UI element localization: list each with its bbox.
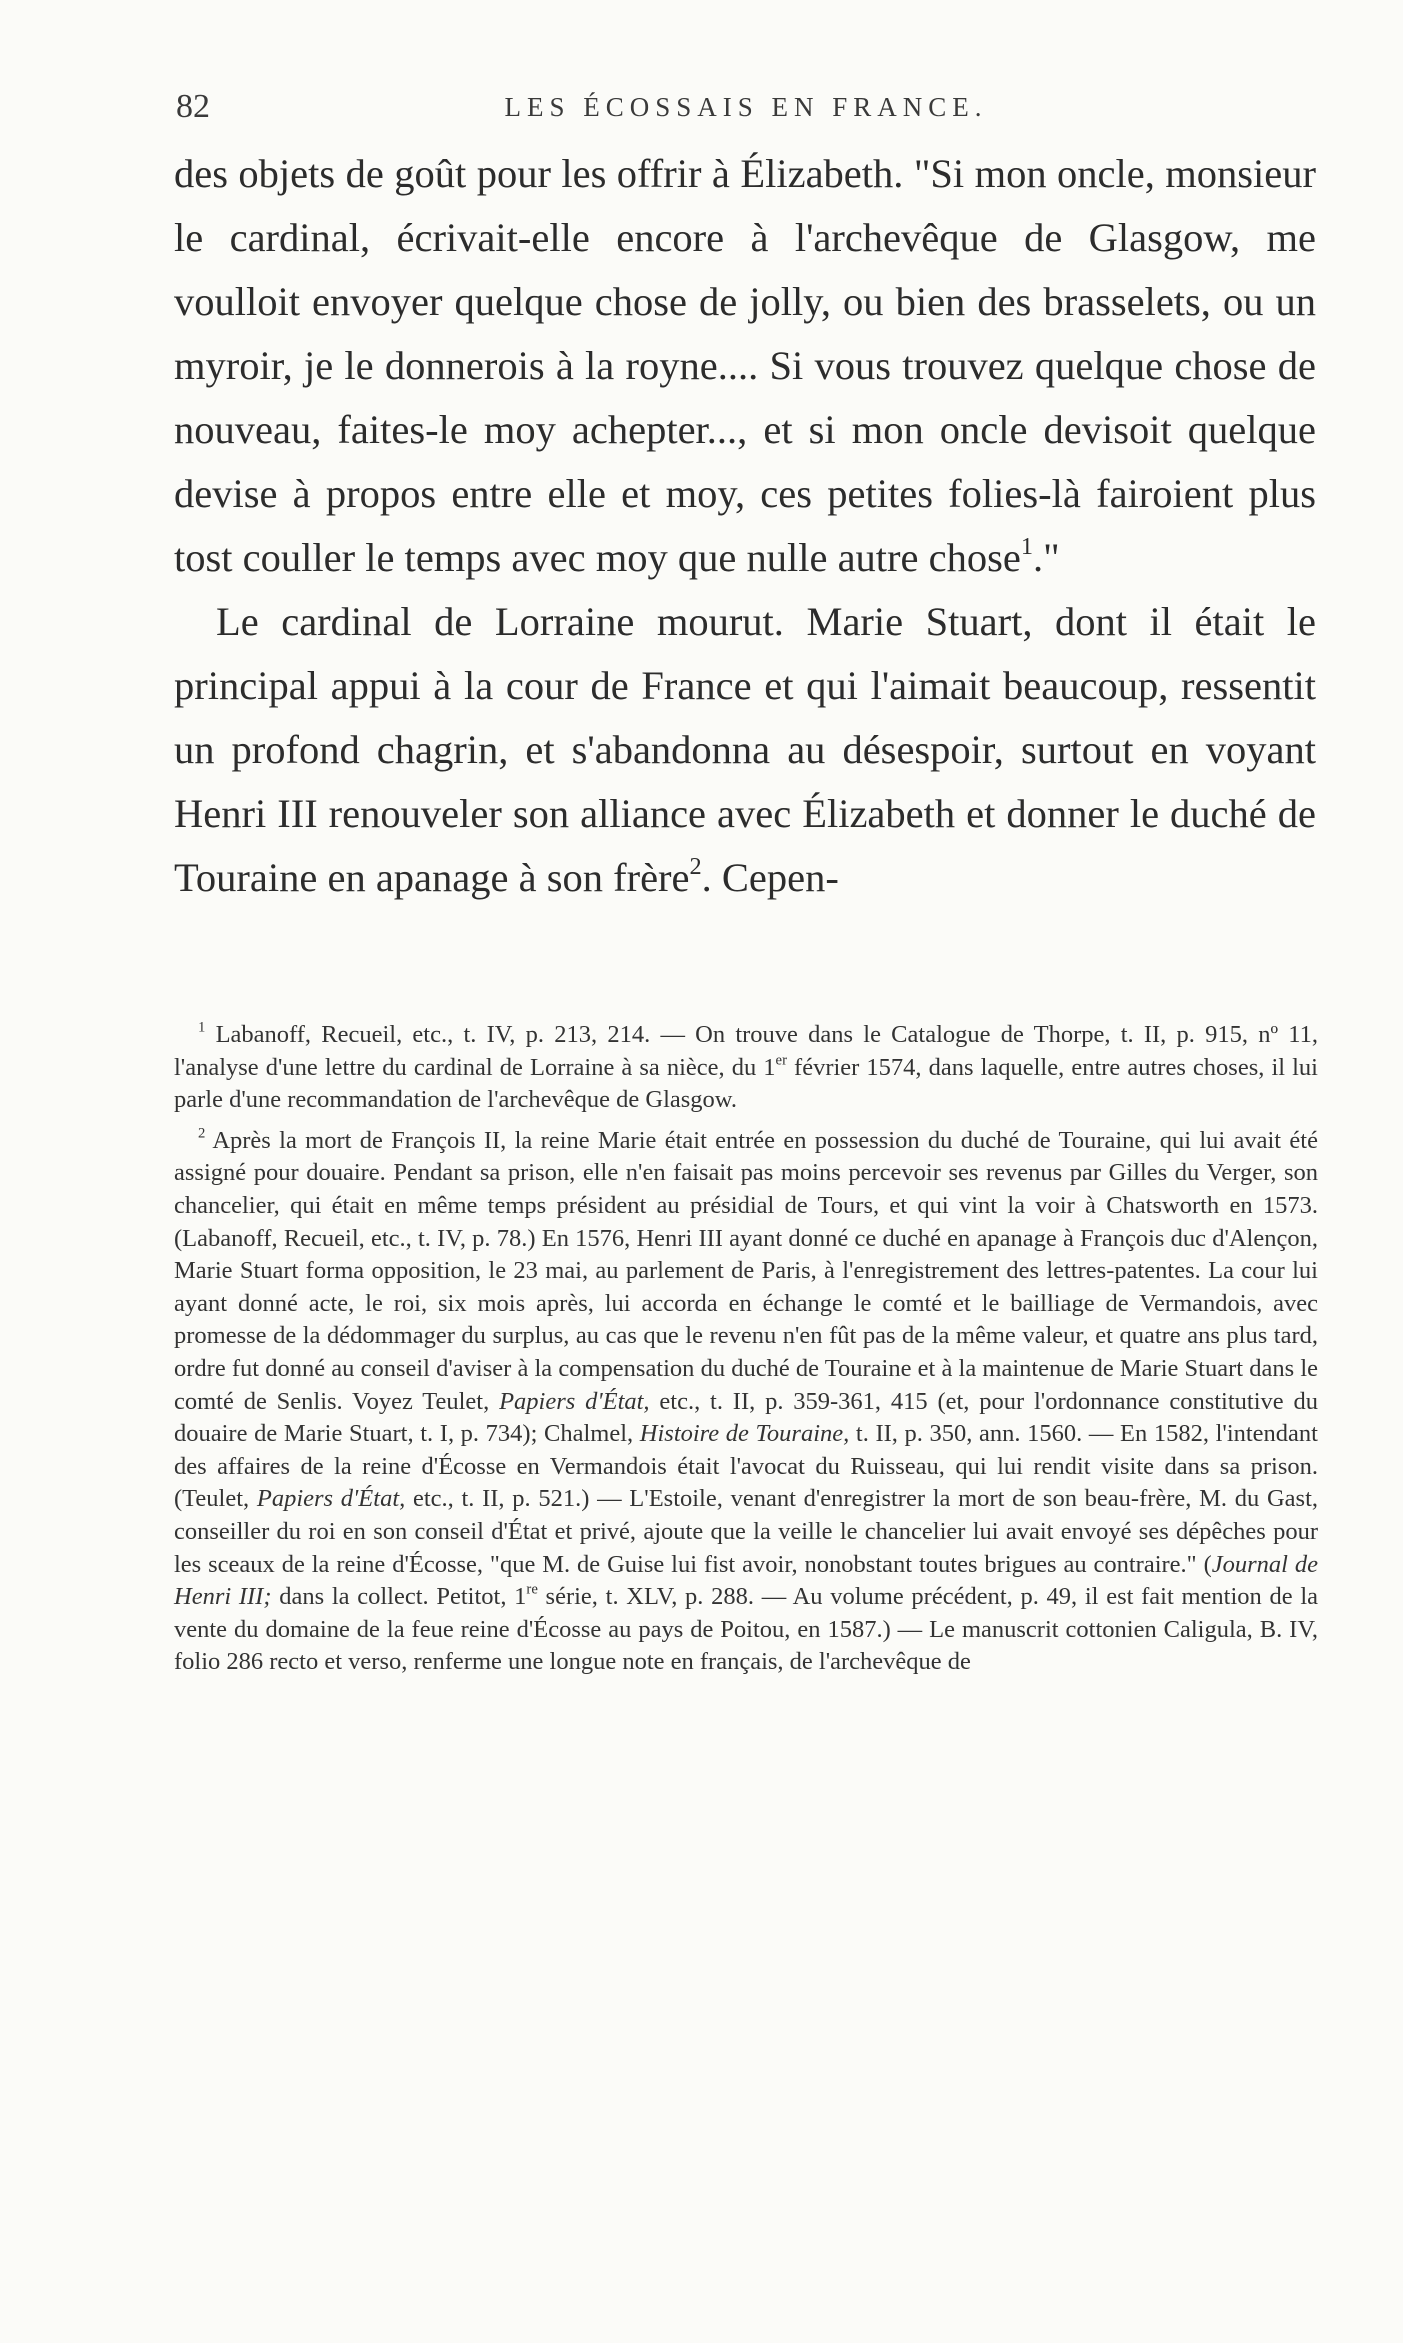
footnotes <box>174 1019 1318 1687</box>
paragraph-2-text: Le cardinal de Lorraine mourut. Marie Stuart, dont il était le principal appui à la cour de France et qui l'aimait beaucoup, ressentit un profond chagrin, et s'abandonna au désespoir, surtout en voyant Henri III renouveler son alliance avec Élizabeth et donner le duché de Touraine en apanage à son frère <box>174 599 1316 900</box>
footnote-1-text-b: février 1574, dans laquelle, entre autres choses, il lui parle d'une recommandation de l'archevêque de Glasgow. <box>174 1053 1318 1114</box>
footnote-2-italic-1: Papiers d'État, <box>499 1387 650 1415</box>
paragraph-1 <box>174 142 1316 590</box>
footnote-2-text-f: série, t. XLV, p. 288. — Au volume précédent, p. 49, il est fait mention de la vente du domaine de la feue reine d'Écosse au pays de Poitou, en 1587.) — Le manuscrit cottonien Caligula, B. IV, folio 286 recto et verso, renferme une longue note en français, de l'archevêque de <box>174 1583 1318 1676</box>
running-title: LES ÉCOSSAIS EN FRANCE. <box>504 92 988 122</box>
footnote-2-text-a: Après la mort de François II, la reine Marie était entrée en possession du duché de Touraine, qui lui avait été assigné pour douaire. Pendant sa prison, elle n'en faisait pas moins percevoir ses revenus par Gilles du Verger, son chancelier, qui était en même temps président au présidial de Tours, et qui vint la voir à Chatsworth en 1573. (Labanoff, Recueil, etc., t. IV, p. 78.) En 1576, Henri III ayant donné ce duché en apanage à François duc d'Alençon, Marie Stuart forma opposition, le 23 mai, au parlement de Paris, à l'enregistrement des lettres-patentes. La cour lui ayant donné acte, le roi, six mois après, lui accorda en échange le comté et le bailliage de Vermandois, avec promesse de la dédommager du surplus, au cas que le revenu n'en fût pas de la même valeur, et quatre ans plus tard, ordre fut donné au conseil d'aviser à la compensation du duché de Touraine et à la maintenue de Marie Stuart dans le comté de Senlis. Voyez Teulet, <box>174 1126 1318 1415</box>
footnote-1 <box>174 1019 1318 1117</box>
footnote-2-italic-4: Journal de Henri III; <box>174 1550 1319 1611</box>
footnote-2-text-b: etc., t. II, p. 359-361, 415 (et, pour l'ordonnance constitutive du douaire de Marie Stuart, t. I, p. 734); Chalmel, <box>174 1387 1318 1448</box>
footnote-2-superscript: re <box>526 1581 538 1598</box>
paragraph-2 <box>174 590 1316 910</box>
footnote-2 <box>174 1125 1318 1679</box>
footnote-1-superscript: er <box>775 1052 787 1069</box>
footnote-2-text-d: etc., t. II, p. 521.) — L'Estoile, venant d'enregistrer la mort de son beau-frère, M. du Gast, conseiller du roi en son conseil d'État et privé, ajoute que la veille le chancelier lui avait envoyé ses dépêches pour les sceaux de la reine d'Écosse, "que M. de Guise lui fist avoir, nonobstant toutes brigues au contraire." ( <box>174 1485 1318 1578</box>
footnote-2-text-c: t. II, p. 350, ann. 1560. — En 1582, l'intendant des affaires de la reine d'Écosse en Vermandois était l'avocat du Ruisseau, qui lui rendit visite dans sa prison. (Teulet, <box>174 1420 1318 1513</box>
footnote-2-italic-3: Papiers d'État, <box>256 1485 406 1513</box>
footnote-ref-2: 2 <box>689 853 702 880</box>
footnote-ref-1: 1 <box>1020 533 1033 560</box>
paragraph-1-text: des objets de goût pour les offrir à Élizabeth. "Si mon oncle, monsieur le cardinal, écrivait-elle encore à l'archevêque de Glasgow, me voulloit envoyer quelque chose de jolly, ou bien des brasselets, ou un myroir, je le donnerois à la royne.... Si vous trouvez quelque chose de nouveau, faites-le moy achepter..., et si mon oncle devisoit quelque devise à propos entre elle et moy, ces petites folies-là fairoient plus tost couller le temps avec moy que nulle autre chose <box>174 151 1316 580</box>
footnote-2-marker: 2 <box>198 1125 206 1142</box>
main-text <box>174 142 1316 910</box>
footnote-2-text-e: dans la collect. Petitot, 1 <box>271 1583 527 1611</box>
page-number: 82 <box>176 88 210 125</box>
footnote-1-marker: 1 <box>198 1019 206 1036</box>
running-header <box>176 88 1316 128</box>
footnote-2-italic-2: Histoire de Touraine, <box>639 1420 850 1448</box>
paragraph-2-tail: . Cepen- <box>701 855 839 900</box>
footnote-1-text-a: Labanoff, Recueil, etc., t. IV, p. 213, 214. — On trouve dans le Catalogue de Thorpe, t. II, p. 915, nº 11, l'analyse d'une lettre du cardinal de Lorraine à sa nièce, du 1 <box>174 1021 1319 1081</box>
paragraph-1-tail: ." <box>1033 535 1060 580</box>
